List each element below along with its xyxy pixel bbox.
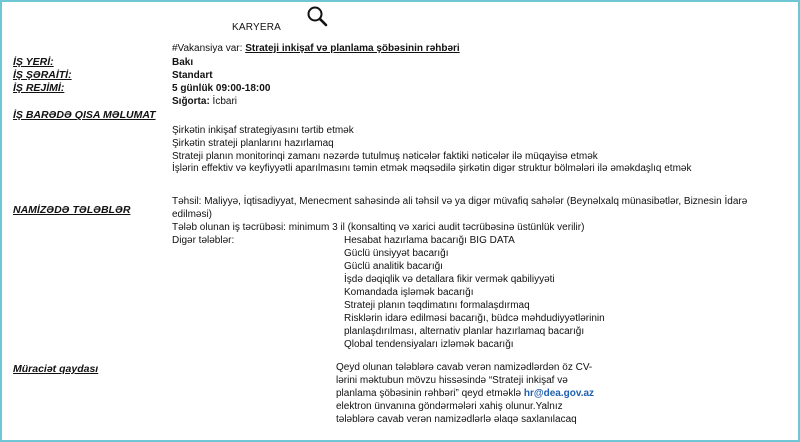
requirement-item: Qlobal tendensiyaları izləmək bacarığı: [344, 339, 514, 350]
requirement-item: planlaşdırılması, alternativ planlar hazırlamaq bacarığı: [344, 326, 585, 337]
experience-line: Tələb olunan iş təcrübəsi: minimum 3 il (konsaltinq və xarici audit təcrübəsinə üstünlük verilir): [172, 222, 585, 233]
requirement-item: Hesabat hazırlama bacarığı BIG DATA: [344, 235, 515, 246]
application-line: lərini məktubun mövzu hissəsində “Strateji inkişaf və: [336, 375, 568, 386]
requirement-item: Güclü ünsiyyət bacarığı: [344, 248, 449, 259]
education-line-1: Təhsil: Maliyyə, İqtisadiyyat, Menecment sahəsində ali təhsil və ya digər müvafiq sahələr (Beynəlxalq münasibətlər, Biznesin İdarə: [172, 196, 748, 207]
schedule-label: İŞ REJİMİ:: [13, 82, 65, 94]
workplace-value: Bakı: [172, 57, 194, 68]
about-item: Şirkətin strateji planlarını hazırlamaq: [172, 138, 334, 149]
about-item: Şirkətin inkişaf strategiyasını tərtib etmək: [172, 125, 354, 136]
search-icon[interactable]: [305, 4, 329, 28]
application-line-text: planlama şöbəsinin rəhbəri” qeyd etməklə: [336, 388, 524, 399]
about-item: İşlərin effektiv və keyfiyyətli aparılmasını təmin etmək məqsədilə şirkətin digər struktur bölmələri ilə əməkdaşlıq etmək: [172, 163, 692, 174]
insurance-value: İcbari: [209, 96, 238, 107]
about-label: İŞ BARƏDƏ QISA MƏLUMAT: [13, 109, 156, 121]
requirement-item: Risklərin idarə edilməsi bacarığı, büdcə məhdudiyyətlərinin: [344, 313, 605, 324]
workplace-label: İŞ YERİ:: [13, 56, 54, 68]
application-line: elektron ünvanına göndərmələri xahiş olunur.Yalnız: [336, 401, 563, 412]
application-line: [336, 387, 594, 400]
application-label: Müraciət qaydası: [13, 363, 99, 375]
education-line-2: edilməsi): [172, 209, 213, 220]
requirements-label: NAMİZƏDƏ TƏLƏBLƏR: [13, 204, 131, 216]
schedule-value: 5 günlük 09:00-18:00: [172, 83, 271, 94]
conditions-value: Standart: [172, 70, 213, 81]
other-requirements-label: Digər tələblər:: [172, 235, 235, 246]
requirement-item: Güclü analitik bacarığı: [344, 261, 443, 272]
application-line: Qeyd olunan tələblərə cavab verən namizədlərdən öz CV-: [336, 362, 593, 373]
conditions-label: İŞ ŞƏRAİTİ:: [13, 69, 72, 81]
vacancy-heading: [172, 42, 460, 55]
requirement-item: İşdə dəqiqlik və detallara fikir vermək qabiliyyəti: [344, 274, 555, 285]
vacancy-title: Strateji inkişaf və planlama şöbəsinin rəhbəri: [245, 43, 460, 54]
application-line: tələblərə cavab verən namizədlərlə əlaqə saxlanılacaq: [336, 414, 577, 425]
requirement-item: Komandada işləmək bacarığı: [344, 287, 474, 298]
brand-logo-text[interactable]: KARYERA: [232, 22, 282, 33]
insurance-label: Sığorta:: [172, 96, 210, 107]
vacancy-prefix: #Vakansiya var:: [172, 43, 246, 54]
email-link[interactable]: hr@dea.gov.az: [523, 388, 595, 399]
about-item: Strateji planın monitorinqi zamanı nəzərdə tutulmuş nəticələr faktiki nəticələr ilə müqayisə etmək: [172, 151, 598, 162]
requirement-item: Strateji planın təqdimatını formalaşdırmaq: [344, 300, 530, 311]
insurance-line: [172, 95, 237, 108]
